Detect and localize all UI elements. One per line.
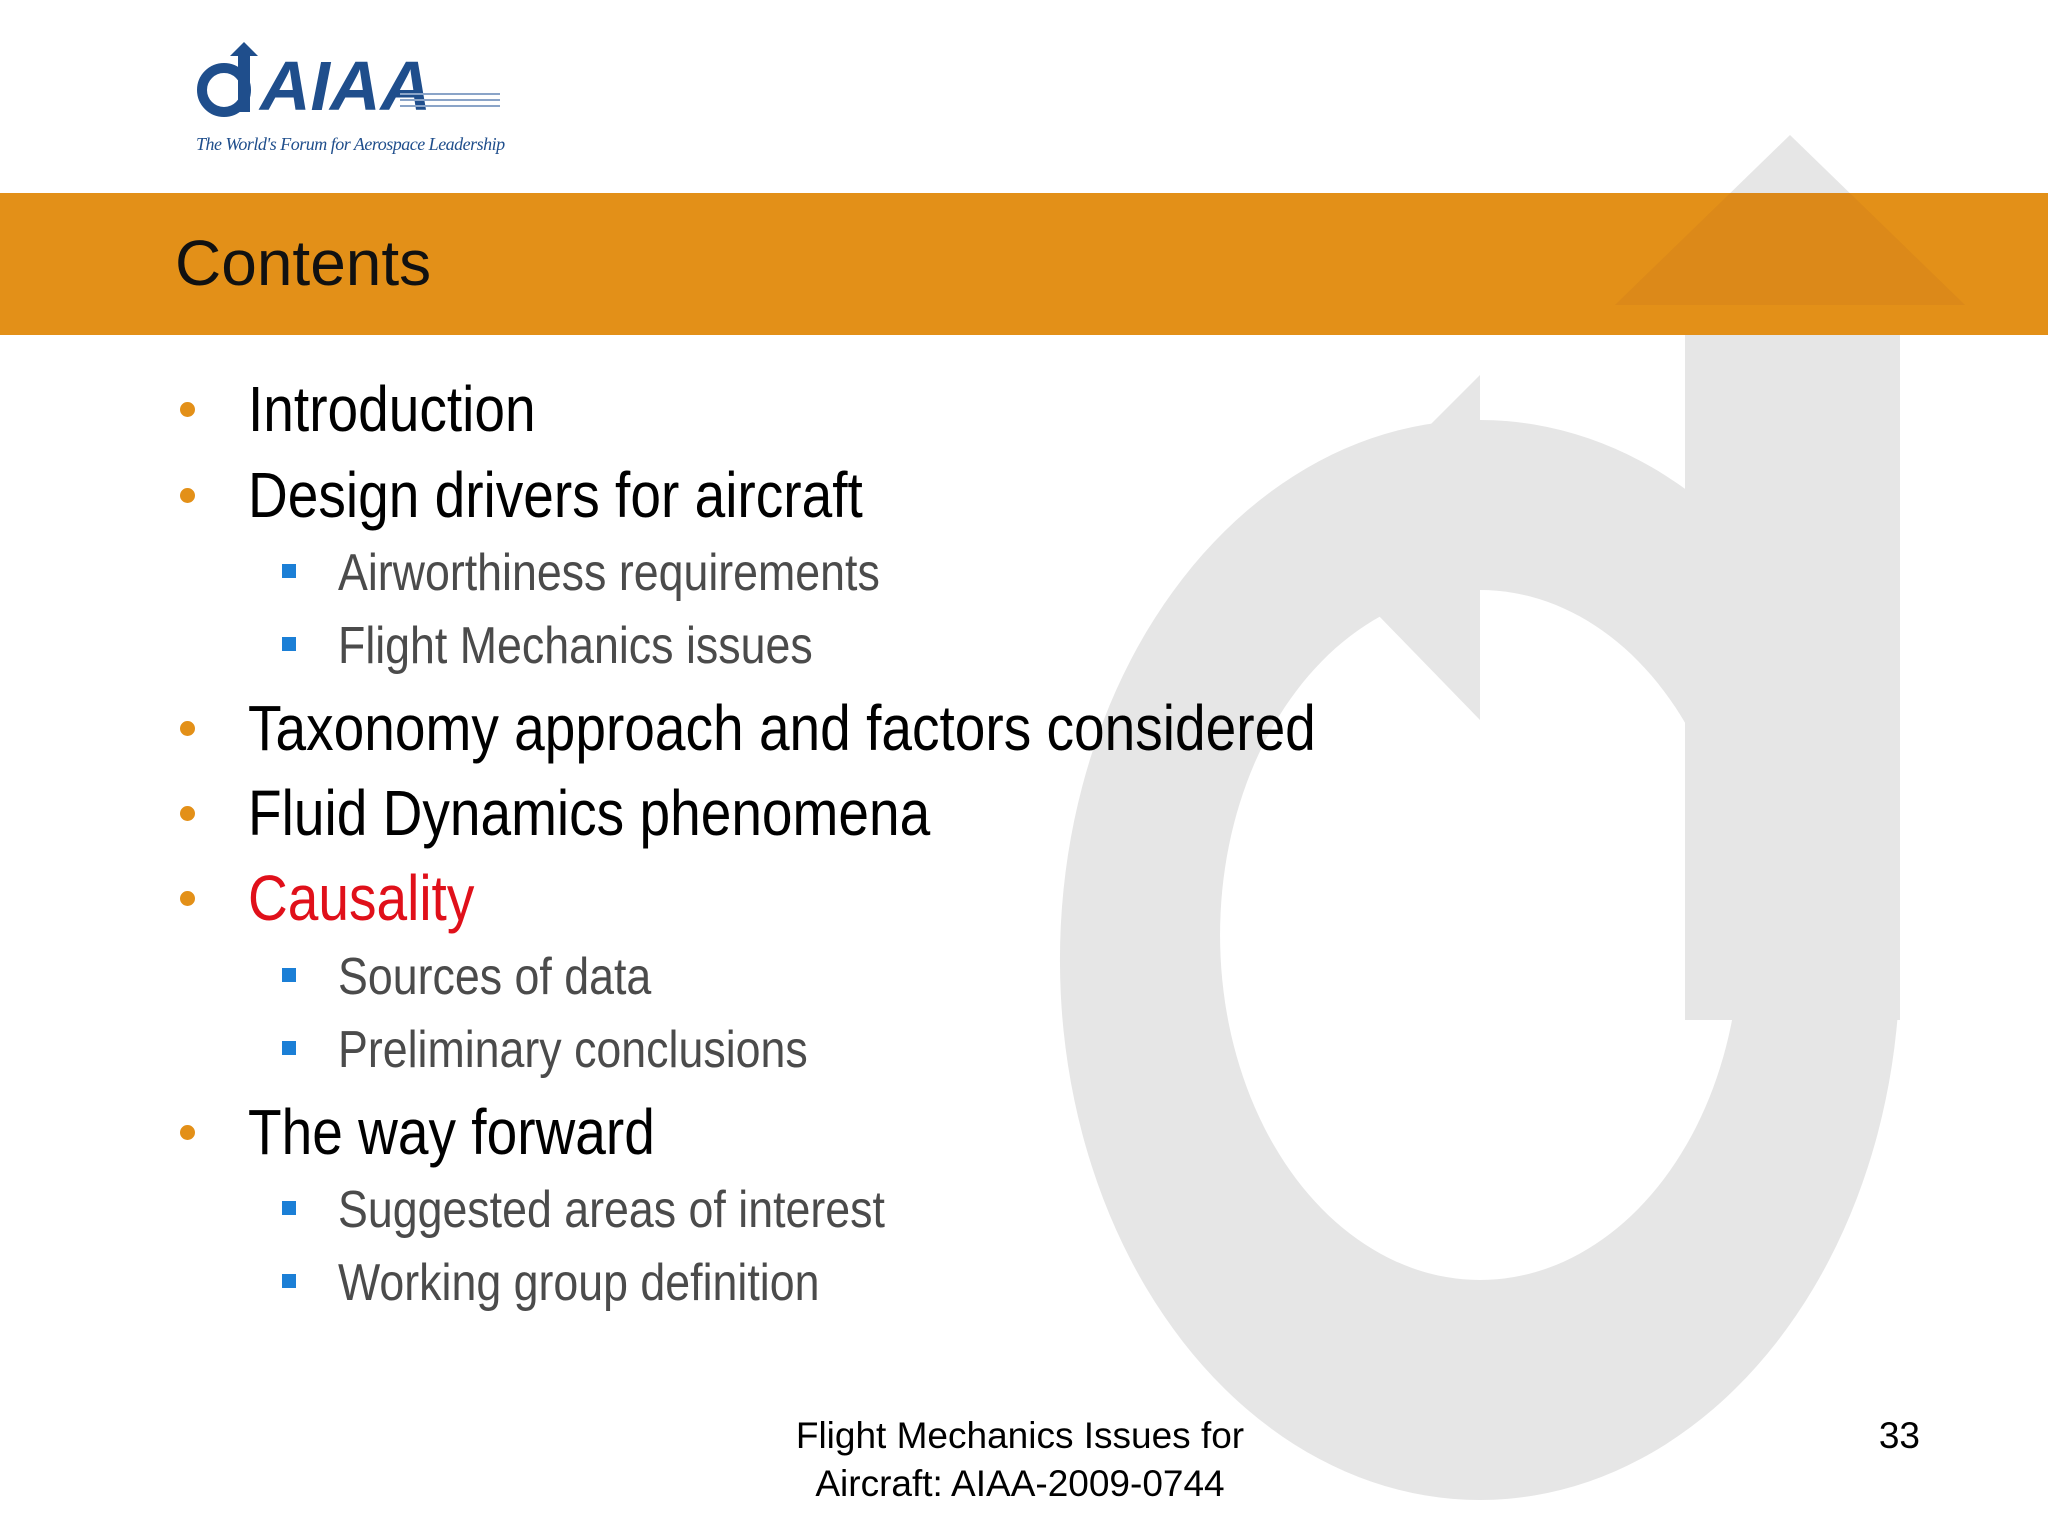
footer-line-2: Aircraft: AIAA-2009-0744 bbox=[815, 1463, 1225, 1504]
bullet-square-icon bbox=[282, 1041, 296, 1055]
list-item: Taxonomy approach and factors considered bbox=[248, 692, 1316, 764]
bullet-dot-icon bbox=[180, 721, 195, 736]
page-number: 33 bbox=[1878, 1415, 1920, 1456]
footer-citation bbox=[720, 1412, 1320, 1508]
list-item: The way forward bbox=[248, 1096, 655, 1168]
bullet-dot-icon bbox=[180, 891, 195, 906]
list-item: Airworthiness requirements bbox=[338, 544, 880, 602]
list-item: Preliminary conclusions bbox=[338, 1021, 808, 1079]
bullet-square-icon bbox=[282, 968, 296, 982]
list-item: Suggested areas of interest bbox=[338, 1181, 885, 1239]
logo-tagline: The World's Forum for Aerospace Leadership bbox=[196, 134, 505, 154]
bullet-square-icon bbox=[282, 1201, 296, 1215]
list-item: Fluid Dynamics phenomena bbox=[248, 777, 931, 849]
list-item: Design drivers for aircraft bbox=[248, 459, 863, 531]
bullet-dot-icon bbox=[180, 1125, 195, 1140]
bullet-square-icon bbox=[282, 564, 296, 578]
footer-line-1: Flight Mechanics Issues for bbox=[795, 1415, 1245, 1456]
list-item: Introduction bbox=[248, 373, 536, 445]
arrow-overlay bbox=[1600, 193, 1980, 335]
list-item: Sources of data bbox=[338, 948, 652, 1006]
bullet-square-icon bbox=[282, 1274, 296, 1288]
logo-wordmark: AIAA bbox=[260, 47, 432, 125]
list-item-highlighted: Causality bbox=[248, 862, 475, 934]
bullet-dot-icon bbox=[180, 402, 195, 417]
slide-title: Contents bbox=[175, 227, 432, 299]
list-item: Working group definition bbox=[338, 1254, 820, 1312]
bullet-square-icon bbox=[282, 637, 296, 651]
bullet-dot-icon bbox=[180, 488, 195, 503]
bullet-dot-icon bbox=[180, 806, 195, 821]
list-item: Flight Mechanics issues bbox=[338, 617, 813, 675]
